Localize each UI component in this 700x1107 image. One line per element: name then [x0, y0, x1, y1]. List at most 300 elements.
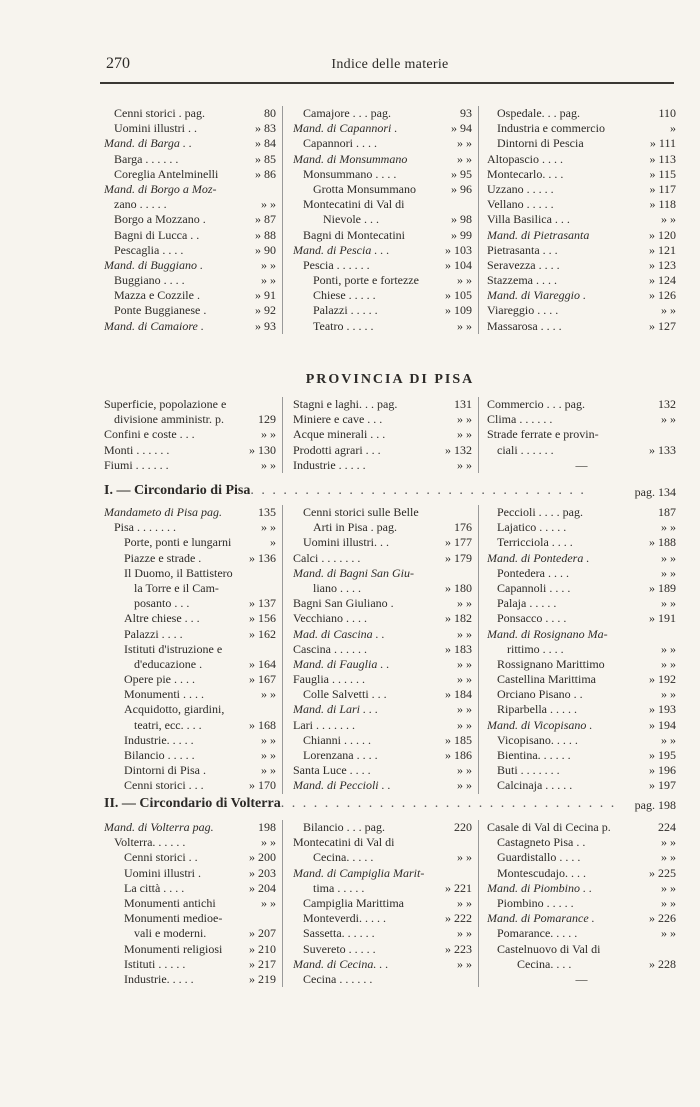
entry-page: » »: [457, 273, 472, 288]
index-entry: [487, 243, 676, 258]
entry-page: » 186: [445, 748, 472, 762]
entry-page: » 121: [649, 242, 676, 257]
entry-page: 187: [658, 505, 676, 519]
index-entry: [487, 896, 676, 911]
index-entry: [487, 197, 676, 212]
index-entry: [104, 748, 276, 763]
entry-page: » 124: [649, 273, 676, 288]
index-entry: [293, 505, 472, 520]
entry-page: » 223: [445, 941, 472, 956]
index-entry: [104, 566, 276, 581]
entry-page: » 156: [249, 611, 276, 626]
separator-dash: —: [575, 457, 588, 472]
entry-page: » 88: [255, 227, 276, 242]
entry-page: » 91: [255, 288, 276, 303]
index-entry: [487, 167, 676, 182]
index-entry: [293, 702, 472, 717]
entry-page: » »: [457, 457, 472, 472]
index-entry: [487, 273, 676, 288]
index-entry: [104, 197, 276, 212]
index-entry: [293, 942, 472, 957]
entry-text: Cenni storici . .: [124, 850, 198, 865]
entry-text: Istituti . . . . .: [124, 956, 186, 971]
index-entry: [487, 551, 676, 566]
entry-text: Uomini illustri. . .: [303, 535, 390, 550]
index-entry: [104, 850, 276, 865]
index-entry: [487, 763, 676, 778]
entry-text: Riparbella . . . . .: [497, 702, 577, 717]
index-entry: [104, 520, 276, 535]
entry-text: Viareggio . . . .: [487, 303, 559, 318]
index-column-1: [104, 397, 282, 473]
entry-text: Teatro . . . . .: [313, 318, 374, 333]
entry-text: Santa Luce . . . .: [293, 763, 371, 778]
index-entry: [104, 687, 276, 702]
entry-page: » 130: [249, 442, 276, 457]
entry-page: » »: [661, 687, 676, 702]
index-entry: [104, 273, 276, 288]
entry-text: Lari . . . . . . .: [293, 717, 355, 732]
index-entry: [104, 136, 276, 151]
index-entry: [293, 972, 472, 987]
entry-text: Buggiano . . . .: [114, 273, 185, 288]
entry-text: Fiumi . . . . . .: [104, 457, 169, 472]
index-entry: [104, 657, 276, 672]
entry-text: Rossignano Marittimo: [497, 656, 605, 671]
index-entry: [293, 182, 472, 197]
entry-text: Montescudajo. . . .: [497, 865, 586, 880]
index-entry: [487, 972, 676, 987]
section-heading: I. — Circondario di Pisa: [104, 483, 251, 498]
index-entry: [487, 672, 676, 687]
entry-text: Chiese . . . . .: [313, 288, 376, 303]
entry-text: Mand. di Bagni San Giu-: [293, 565, 414, 580]
entry-text: d'educazione .: [134, 656, 203, 671]
entry-page: [274, 581, 276, 596]
entry-page: 93: [460, 106, 472, 120]
index-entry: [293, 397, 472, 412]
index-entry: [104, 881, 276, 896]
entry-page: [274, 642, 276, 657]
entry-page: » 132: [445, 442, 472, 457]
entry-text: Ponsacco . . . .: [497, 611, 567, 626]
entry-text: Mand. di Capannori .: [293, 121, 398, 136]
index-entry: [104, 397, 276, 412]
entry-page: » 109: [445, 303, 472, 318]
entry-page: » »: [261, 273, 276, 288]
entry-page: » »: [261, 763, 276, 778]
entry-page: 80: [264, 106, 276, 120]
index-entry: [293, 443, 472, 458]
entry-text: Ponti, porte e fortezze: [313, 273, 419, 288]
entry-page: » »: [457, 702, 472, 717]
entry-text: Cenni storici . . .: [124, 778, 204, 793]
entry-text: Stazzema . . . .: [487, 273, 557, 288]
entry-text: Bagni di Montecatini: [303, 227, 405, 242]
entry-page: » »: [661, 732, 676, 747]
index-entry: [293, 551, 472, 566]
entry-text: Terricciola . . . .: [497, 535, 573, 550]
entry-page: » »: [261, 748, 276, 762]
index-entry: [293, 850, 472, 865]
entry-text: zano . . . . .: [114, 197, 167, 212]
entry-text: Uomini illustri .: [124, 865, 202, 880]
entry-text: Monumenti antichi: [124, 895, 216, 910]
index-entry: [487, 778, 676, 793]
entry-text: Mand. di Pomarance .: [487, 911, 595, 926]
index-column-3: [478, 397, 676, 473]
entry-text: Casale di Val di Cecina p.: [487, 820, 611, 834]
entry-text: Ospedale. . . pag.: [497, 106, 580, 120]
entry-text: Pescia . . . . . .: [303, 257, 370, 272]
entry-text: vali e moderni.: [134, 926, 207, 941]
index-entry: [293, 197, 472, 212]
entry-page: [274, 397, 276, 412]
index-column-3: [478, 505, 676, 794]
entry-text: Palazzi . . . .: [124, 626, 183, 641]
entry-text: Mad. di Cascina . .: [293, 626, 385, 641]
entry-page: » »: [661, 895, 676, 910]
index-entry: [487, 520, 676, 535]
entry-page: » »: [457, 717, 472, 732]
entry-text: Seravezza . . . .: [487, 257, 560, 272]
separator-dash: —: [575, 971, 588, 986]
entry-page: » »: [457, 926, 472, 941]
entry-page: » »: [661, 212, 676, 227]
entry-text: Camajore . . . pag.: [303, 106, 391, 120]
index-entry: [104, 627, 276, 642]
entry-text: Orciano Pisano . .: [497, 687, 583, 702]
entry-text: Bagni San Giuliano .: [293, 596, 394, 611]
entry-page: » 86: [255, 166, 276, 181]
entry-page: 129: [258, 412, 276, 427]
index-entry: [104, 972, 276, 987]
entry-text: Prodotti agrari . . .: [293, 442, 381, 457]
entry-text: Mand. di Rosignano Ma-: [487, 626, 608, 641]
entry-page: [674, 427, 676, 442]
entry-page: [674, 942, 676, 957]
entry-text: tima . . . . .: [313, 880, 365, 895]
index-entry: [487, 642, 676, 657]
section-heading: II. — Circondario di Volterra: [104, 796, 281, 811]
entry-page: » 83: [255, 121, 276, 136]
entry-text: la Torre e il Cam-: [134, 580, 219, 595]
entry-page: » 188: [649, 535, 676, 550]
index-entry: [104, 412, 276, 427]
index-entry: [104, 535, 276, 550]
index-entry: [293, 273, 472, 288]
entry-page: 131: [454, 397, 472, 411]
index-entry: [487, 288, 676, 303]
index-entry: [293, 581, 472, 596]
entry-text: Palaja . . . . .: [497, 596, 557, 611]
entry-page: » 120: [649, 227, 676, 242]
entry-text: Pietrasanta . . .: [487, 242, 558, 257]
entry-page: » 180: [445, 580, 472, 595]
entry-page: [470, 866, 472, 881]
entry-page: » »: [261, 197, 276, 212]
entry-page: » 113: [649, 151, 676, 166]
entry-text: Cecina . . . . . .: [303, 971, 373, 986]
entry-text: Coreglia Antelminelli: [114, 166, 219, 181]
entry-page: » 137: [249, 596, 276, 611]
entry-page: » 105: [445, 288, 472, 303]
entry-page: » 162: [249, 626, 276, 641]
entry-text: Cecina. . . .: [517, 956, 572, 971]
entry-text: Vicopisano. . . . .: [497, 732, 578, 747]
entry-text: Acque minerali . . .: [293, 427, 386, 442]
index-entry: [487, 702, 676, 717]
entry-text: Guardistallo . . . .: [497, 850, 581, 865]
entry-text: Altre chiese . . .: [124, 611, 200, 626]
entry-text: Arti in Pisa . pag.: [313, 520, 397, 535]
entry-page: » »: [661, 656, 676, 671]
entry-text: Commercio . . . pag.: [487, 397, 585, 411]
entry-text: Il Duomo, il Battistero: [124, 565, 233, 580]
entry-text: Montecatini di Val di: [293, 835, 395, 850]
entry-page: » »: [661, 412, 676, 427]
index-entry: [104, 551, 276, 566]
entry-text: Confini e coste . . .: [104, 427, 195, 442]
index-entry: [104, 106, 276, 121]
index-entry: [104, 611, 276, 626]
entry-text: teatri, ecc. . . .: [134, 717, 202, 732]
index-entry: [293, 672, 472, 687]
entry-text: Ponte Buggianese .: [114, 303, 207, 318]
index-entry: [293, 778, 472, 793]
index-entry: [104, 121, 276, 136]
entry-text: Castellina Marittima: [497, 672, 596, 687]
entry-page: » »: [457, 656, 472, 671]
entry-page: » »: [261, 520, 276, 535]
entry-page: » »: [457, 151, 472, 166]
entry-page: » 84: [255, 136, 276, 151]
entry-page: 176: [454, 520, 472, 535]
entry-text: Clima . . . . . .: [487, 412, 553, 427]
index-entry: [104, 596, 276, 611]
index-column-2: [282, 505, 478, 794]
entry-text: Stagni e laghi. . . pag.: [293, 397, 398, 411]
entry-text: Monteverdi. . . . .: [303, 911, 386, 926]
entry-page: » »: [661, 565, 676, 580]
index-entry: [104, 258, 276, 273]
index-entry: [293, 520, 472, 535]
index-column-2: [282, 397, 478, 473]
entry-page: » 95: [451, 166, 472, 181]
circondario-volterra-block: [104, 820, 676, 987]
entry-page: 135: [258, 505, 276, 519]
entry-page: » 189: [649, 580, 676, 595]
entry-page: » 115: [649, 166, 676, 181]
index-entry: [487, 121, 676, 136]
entry-text: Lajatico . . . . .: [497, 520, 567, 535]
index-entry: [293, 243, 472, 258]
entry-page: » 85: [255, 151, 276, 166]
page-number: 270: [106, 55, 130, 72]
index-entry: [104, 896, 276, 911]
entry-text: Montecarlo. . . .: [487, 166, 564, 181]
entry-page: » 103: [445, 242, 472, 257]
index-entry: [487, 581, 676, 596]
index-entry: [104, 835, 276, 850]
entry-page: » »: [457, 136, 472, 151]
entry-text: Mand. di Peccioli . .: [293, 778, 391, 793]
index-entry: [293, 748, 472, 763]
entry-page: » 184: [445, 687, 472, 702]
entry-page: » 225: [649, 865, 676, 880]
entry-text: Vecchiano . . . .: [293, 611, 367, 626]
entry-text: Mand. di Cecina. . .: [293, 956, 389, 971]
index-entry: [293, 911, 472, 926]
entry-page: » 226: [649, 911, 676, 926]
entry-page: » »: [661, 303, 676, 318]
index-entry: [293, 121, 472, 136]
index-column-2: [282, 820, 478, 987]
index-entry: [104, 427, 276, 442]
entry-page: » »: [457, 895, 472, 910]
index-entry: [104, 702, 276, 717]
entry-text: Mand. di Piombino . .: [487, 880, 592, 895]
index-entry: [487, 136, 676, 151]
index-entry: [487, 835, 676, 850]
index-entry: [104, 152, 276, 167]
entry-page: » 93: [255, 318, 276, 333]
entry-text: Pomarance. . . . .: [497, 926, 578, 941]
entry-text: Pisa . . . . . . .: [114, 520, 177, 535]
index-entry: [487, 611, 676, 626]
index-entry: [487, 319, 676, 334]
index-entry: [293, 627, 472, 642]
entry-text: Calci . . . . . . .: [293, 550, 361, 565]
entry-page: » »: [261, 257, 276, 272]
entry-page: » 182: [445, 611, 472, 626]
index-entry: [293, 288, 472, 303]
index-entry: [293, 896, 472, 911]
index-entry: [293, 763, 472, 778]
entry-text: Barga . . . . . .: [114, 151, 179, 166]
entry-page: » 126: [649, 288, 676, 303]
entry-page: » 194: [649, 717, 676, 732]
entry-text: Uomini illustri . .: [114, 121, 198, 136]
entry-page: » »: [457, 763, 472, 778]
index-entry: [487, 106, 676, 121]
entry-text: Volterra. . . . . .: [114, 835, 186, 850]
entry-text: Cecina. . . . .: [313, 850, 374, 865]
entry-text: divisione amministr. p.: [114, 412, 224, 427]
entry-text: Suvereto . . . . .: [303, 941, 376, 956]
entry-text: La città . . . .: [124, 880, 185, 895]
index-entry: [104, 303, 276, 318]
entry-text: Dintorni di Pescia: [497, 136, 584, 151]
entry-page: » »: [661, 880, 676, 895]
entry-page: » 136: [249, 550, 276, 565]
entry-text: Acquidotto, giardini,: [124, 702, 225, 717]
entry-page: » »: [457, 672, 472, 687]
entry-text: Mazza e Cozzile .: [114, 288, 200, 303]
entry-page: » »: [261, 687, 276, 702]
entry-page: » 111: [649, 136, 676, 151]
entry-text: Mand. di Campiglia Marit-: [293, 865, 425, 880]
index-entry: [293, 167, 472, 182]
entry-page: » 123: [649, 257, 676, 272]
index-entry: [293, 106, 472, 121]
index-entry: [293, 835, 472, 850]
entry-text: Pescaglia . . . .: [114, 242, 184, 257]
entry-text: Grotta Monsummano: [313, 181, 416, 196]
index-entry: [487, 911, 676, 926]
entry-page: » 87: [255, 212, 276, 227]
entry-page: » »: [261, 895, 276, 910]
entry-page: » 94: [451, 121, 472, 136]
index-entry: [293, 427, 472, 442]
entry-page: » 210: [249, 941, 276, 956]
entry-page: » 177: [445, 535, 472, 550]
entry-text: Capannori . . . .: [303, 136, 377, 151]
index-entry: [487, 942, 676, 957]
entry-text: Mand. di Vicopisano .: [487, 717, 593, 732]
entry-page: » 98: [451, 212, 472, 227]
entry-page: » 167: [249, 672, 276, 687]
entry-text: Bientina. . . . . .: [497, 748, 571, 762]
province-title: PROVINCIA DI PISA: [305, 372, 475, 387]
entry-page: » »: [457, 626, 472, 641]
index-entry: [487, 566, 676, 581]
entry-page: » »: [261, 732, 276, 747]
index-entry: [487, 733, 676, 748]
entry-page: » 196: [649, 763, 676, 778]
index-entry: [104, 866, 276, 881]
index-entry: [487, 228, 676, 243]
entry-page: » 191: [649, 611, 676, 626]
entry-text: rittimo . . . .: [507, 641, 564, 656]
index-entry: [293, 866, 472, 881]
entry-text: Miniere e cave . . .: [293, 412, 383, 427]
entry-text: Bilancio . . . . .: [124, 748, 195, 762]
index-entry: [104, 926, 276, 941]
entry-page: » »: [661, 835, 676, 850]
entry-page: » 164: [249, 656, 276, 671]
index-entry: [104, 763, 276, 778]
entry-text: Pontedera . . . .: [497, 565, 569, 580]
header-rule: [100, 82, 674, 84]
entry-text: Mand. di Pietrasanta: [487, 227, 590, 242]
entry-page: »: [270, 535, 276, 550]
index-entry: [487, 258, 676, 273]
entry-page: » 179: [445, 550, 472, 565]
entry-page: [470, 972, 472, 987]
entry-text: Istituti d'istruzione e: [124, 641, 223, 656]
entry-text: Nievole . . .: [323, 212, 379, 227]
entry-text: Chianni . . . . .: [303, 732, 371, 747]
circondario-pisa-block: [104, 505, 676, 794]
entry-page: 220: [454, 820, 472, 834]
index-entry: [293, 611, 472, 626]
index-entry: [293, 687, 472, 702]
entry-page: » »: [457, 412, 472, 427]
entry-text: Piazze e strade .: [124, 550, 202, 565]
index-entry: [487, 820, 676, 835]
index-column-2: [282, 106, 478, 334]
index-entry: [487, 748, 676, 763]
entry-page: » 118: [649, 197, 676, 212]
entry-text: Mand. di Pescia . . .: [293, 242, 390, 257]
index-entry: [104, 243, 276, 258]
entry-page: » 219: [249, 971, 276, 986]
entry-page: » 200: [249, 850, 276, 865]
index-entry: [293, 642, 472, 657]
circondario-volterra-heading: [104, 796, 676, 813]
entry-page: » »: [457, 778, 472, 793]
